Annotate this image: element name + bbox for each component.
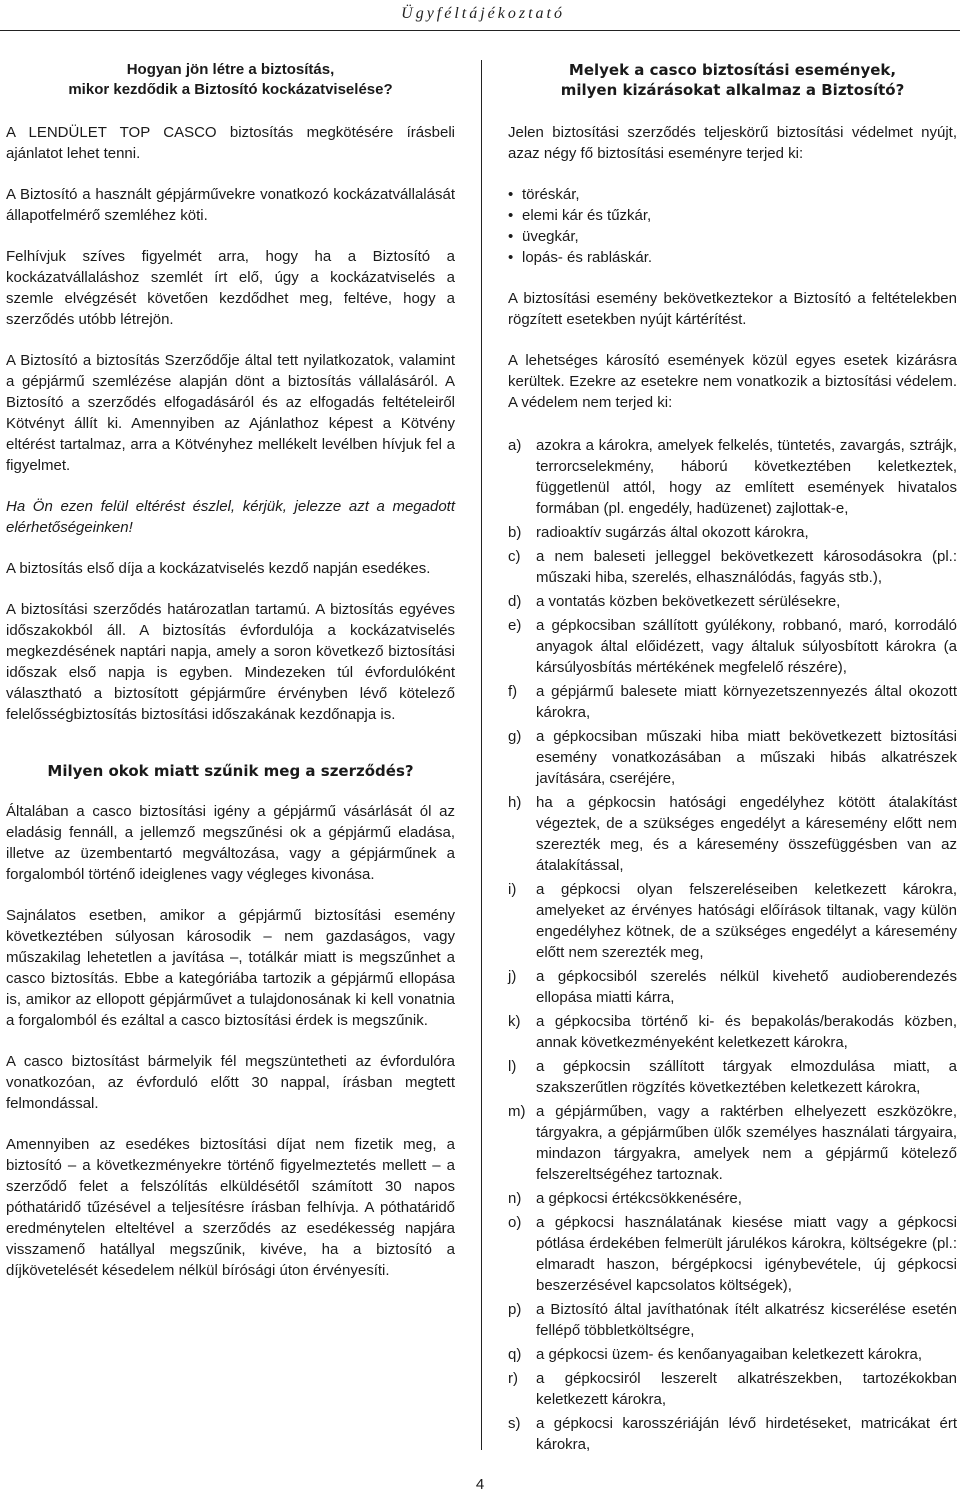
exclusion-text: a nem baleseti jelleggel bekövetkezett károsodásokra (pl.: műszaki hiba, szerelés, elhasználódás, fagyás stb.), (536, 548, 957, 586)
exclusion-text: a gépkocsi használatának kiesése miatt vagy a gépkocsi pótlása érdekében felmerült járulékos károkra, költségekre (pl.: elmaradt haszon, bérgépkocsi igénybevétele, új gépkocsi beszerzésével kapcsolatos költségek), (536, 1214, 957, 1294)
paragraph: A LENDÜLET TOP CASCO biztosítás megkötésére írásbeli ajánlatot lehet tenni. (6, 124, 455, 162)
paragraph: Sajnálatos esetben, amikor a gépjármű biztosítási esemény következtében súlyosan károsodik – nem gazdaságos, vagy műszakilag lehetetlen a javítása –, totálkár miatt is megszűnhet a casco biztosítás. Ebbe a kategóriába tartozik a gépjármű ellopása is, amikor az ellopott gépjárművet a tulajdonosának ki kell vonatnia a forgalomból és ezáltal a casco biztosítási érdek is megszűnik. (6, 907, 455, 1029)
exclusion-item (508, 435, 957, 519)
exclusion-item (508, 546, 957, 588)
exclusion-item (508, 1299, 957, 1341)
exclusion-marker: h) (508, 794, 522, 811)
paragraph: A casco biztosítást bármelyik fél megszüntetheti az évfordulóra vonatkozóan, az évforduló előtt 30 nappal, írásban megtett felmondással. (6, 1053, 455, 1112)
exclusion-marker: k) (508, 1013, 521, 1030)
exclusion-marker: f) (508, 683, 518, 700)
exclusion-item (508, 966, 957, 1008)
exclusion-marker: j) (508, 968, 517, 985)
exclusion-marker: g) (508, 728, 522, 745)
exclusion-item (508, 1212, 957, 1296)
exclusion-text: a gépjárműben, vagy a raktérben elhelyezett eszközökre, tárgyakra, a gépjárműben ülők személyes használati tárgyaira, mindazon tárgyakra, amelyek nem a gépjármű kötelező felszereltségéhez tartoznak. (536, 1103, 957, 1183)
right-column (508, 60, 957, 1458)
paragraph: Amennyiben az esedékes biztosítási díjat nem fizetik meg, a biztosító – a következményekre történő figyelmeztetés mellett – a szerződő felet a felszólítás elküldésétől számított 30 napos póthatáridő tűzésével a teljesítésre írásban felhívja. A póthatáridő eredménytelen elteltével a szerződés az esedékesség napjára visszamenő hatállyal megszűnik, kivéve, ha a biztosító a díjkövetelését késedelem nélkül bírósági úton érvényesíti. (6, 1136, 455, 1279)
paragraph: A Biztosító a használt gépjárművekre vonatkozó kockázatvállalását állapotfelmérő szemléhez köti. (6, 186, 455, 224)
exclusion-item (508, 615, 957, 678)
exclusion-text: a vontatás közben bekövetkezett sérülésekre, (536, 593, 841, 610)
page-header (0, 0, 960, 31)
exclusion-text: a gépkocsi értékcsökkenésére, (536, 1190, 742, 1207)
exclusion-text: a gépkocsiból szerelés nélkül kivehető audioberendezés ellopása miatti kárra, (536, 968, 957, 1006)
exclusion-marker: c) (508, 548, 521, 565)
exclusion-marker: r) (508, 1370, 518, 1387)
exclusion-item (508, 879, 957, 963)
paragraph: A Biztosító a biztosítás Szerződője által tett nyilatkozatok, valamint a gépjármű szemlézése alapján dönt a biztosítás vállalásáról. A Biztosító a szerződés elfogadásáról és az elfogadás feltételeiről Kötvényt állít ki. Amennyiben az Ajánlathoz képest a Kötvény eltérést tartalmaz, arra a Kötvényhez mellékelt levélben hívjuk fel a figyelmet. (6, 352, 455, 474)
exclusion-text: a gépkocsiba történő ki- és bepakolás/berakodás közben, annak következményeként keletkezett károkra, (536, 1013, 957, 1051)
paragraph-italic-note: Ha Ön ezen felül eltérést észlel, kérjük, jelezze azt a megadott elérhetőségeinken! (6, 498, 455, 536)
exclusion-marker: l) (508, 1058, 517, 1075)
list-item: • lopás- és rabláskár. (508, 247, 957, 268)
paragraph: Jelen biztosítási szerződés teljeskörű biztosítási védelmet nyújt, azaz négy fő biztosítási eseményre terjed ki: (508, 124, 957, 162)
exclusion-marker: q) (508, 1346, 522, 1363)
exclusion-marker: o) (508, 1214, 522, 1231)
exclusion-item (508, 1344, 957, 1365)
heading-insurance-events: Melyek a casco biztosítási események, milyen kizárásokat alkalmaz a Biztosító? (560, 61, 905, 99)
exclusion-list (508, 435, 957, 1455)
exclusion-item (508, 681, 957, 723)
paragraph: A biztosítás első díja a kockázatviselés kezdő napján esedékes. (6, 560, 431, 577)
exclusion-item (508, 792, 957, 876)
page-number: 4 (475, 1476, 485, 1493)
exclusion-marker: n) (508, 1190, 522, 1207)
exclusion-text: ha a gépkocsin hatósági engedélyhez kötött átalakítást végeztek, de a szükséges engedélyt a káresemény előtt nem szerezték meg, és a káresemény összefüggésben van az átalakítással, (536, 794, 957, 874)
exclusion-item (508, 1188, 957, 1209)
exclusion-item (508, 522, 957, 543)
paragraph: A lehetséges károsító események közül egyes esetek kizárásra kerültek. Ezekre az esetekre nem vonatkozik a biztosítási védelem. A védelem nem terjed ki: (508, 352, 957, 411)
exclusion-item (508, 1413, 957, 1455)
exclusion-text: a gépkocsiban műszaki hiba miatt bekövetkezett biztosítási esemény vonatkozásában a műszaki hibás alkatrészek javítására, cseréjére, (536, 728, 957, 787)
exclusion-text: a gépkocsiról leszerelt alkatrészekben, tartozékokban keletkezett károkra, (536, 1370, 957, 1408)
paragraph: Általában a casco biztosítási igény a gépjármű vásárlását ól az eladásig fennáll, a jellemző megszűnési ok a gépjármű eladása, illetve az üzembentartó megváltozása, vagy a gépjárműnek a forgalomból történő ideiglenes vagy végleges kivonása. (6, 803, 455, 883)
exclusion-marker: p) (508, 1301, 522, 1318)
exclusion-item (508, 1101, 957, 1185)
exclusion-text: a gépkocsiban szállított gyúlékony, robbanó, maró, korrodáló anyagok által előidézett, vagy általuk súlyosbított károkra (a kársúlyosbítás mértékének megfelelő részére), (536, 617, 957, 676)
header-title: Ügyféltájékoztató (401, 5, 565, 22)
exclusion-text: a Biztosító által javíthatónak ítélt alkatrész kicserélése esetén fellépő többletköltségre, (536, 1301, 957, 1339)
exclusion-marker: i) (508, 881, 517, 898)
left-column (6, 60, 455, 1301)
paragraph: A biztosítási szerződés határozatlan tartamú. A biztosítás egyéves időszakokból áll. A biztosítás évfordulója a kockázatviselés megkezdésének naptári napja, amely a soron következő biztosítási időszak első napja is egyben. Mindezeken túl évfordulóként választható a biztosított gépjárműre érvényben lévő kötelező felelősségbiztosítás biztosítási időszakának kezdőnapja is. (6, 601, 455, 723)
list-item: • töréskár, (508, 184, 957, 205)
exclusion-text: a gépkocsi olyan felszereléseiben keletkezett károkra, amelyeket az érvényes hatósági előírások tiltanak, vagy külön engedélyhez kötnek, de a szükséges engedélyt a káresemény előtt nem szerezték meg, (536, 881, 957, 961)
list-item: • elemi kár és tűzkár, (508, 205, 957, 226)
exclusion-item (508, 1368, 957, 1410)
list-item: • üvegkár, (508, 226, 957, 247)
exclusion-marker: e) (508, 617, 522, 634)
event-list (508, 184, 957, 268)
heading-termination: Milyen okok miatt szűnik meg a szerződés? (47, 762, 414, 780)
exclusion-text: a gépkocsin szállított tárgyak elmozdulása miatt, a szakszerűtlen rögzítés következtében keletkezett károkra, (536, 1058, 957, 1096)
exclusion-text: radioaktív sugárzás által okozott károkra, (536, 524, 809, 541)
exclusion-marker: a) (508, 437, 522, 454)
exclusion-text: a gépjármű balesete miatt környezetszennyezés által okozott károkra, (536, 683, 957, 721)
heading-contract-creation: Hogyan jön létre a biztosítás, mikor kezdődik a Biztosító kockázatviselése? (68, 61, 393, 98)
exclusion-text: azokra a károkra, amelyek felkelés, tüntetés, zavargás, sztrájk, terrorcselekmény, háború következtében keletkeztek, függetlenül attól, hogy az említett események hivatalos formában (pl. engedély, hadüzenet) zajlottak-e, (536, 437, 957, 517)
exclusion-text: a gépkocsi üzem- és kenőanyagaiban keletkezett károkra, (536, 1346, 923, 1363)
exclusion-item (508, 1011, 957, 1053)
paragraph: A biztosítási esemény bekövetkeztekor a Biztosító a feltételekben rögzített esetekben nyújt kártérítést. (508, 290, 957, 328)
exclusion-marker: d) (508, 593, 522, 610)
exclusion-marker: m) (508, 1103, 526, 1120)
exclusion-item (508, 726, 957, 789)
exclusion-marker: s) (508, 1415, 521, 1432)
exclusion-item (508, 1056, 957, 1098)
exclusion-marker: b) (508, 524, 522, 541)
exclusion-text: a gépkocsi karosszériáján lévő hirdetéseket, matricákat ért károkra, (536, 1415, 957, 1453)
column-divider (481, 60, 482, 1450)
paragraph: Felhívjuk szíves figyelmét arra, hogy ha a Biztosító a kockázatvállaláshoz szemlét írt elő, úgy a kockázatviselés a szemle elvégzését követően kezdődhet meg, feltéve, hogy a szerződés utóbb létrejön. (6, 248, 455, 328)
exclusion-item (508, 591, 957, 612)
